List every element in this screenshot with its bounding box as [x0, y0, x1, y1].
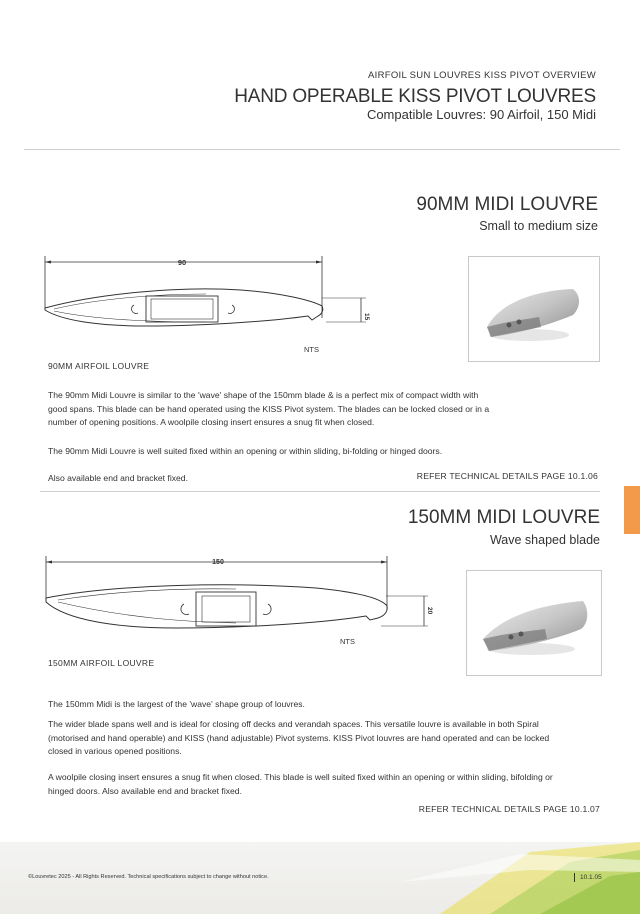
section2-para2-line2: (motorised and hand operable) and KISS (hand adjustable) Pivot systems. KISS Pivot louvres are hand operated and can be locked	[48, 732, 550, 743]
section2-title: 150MM MIDI LOUVRE	[407, 507, 600, 528]
section2-para2	[48, 718, 608, 759]
louvre-150-drawing	[36, 552, 436, 652]
section1-title: 90MM MIDI LOUVRE	[416, 194, 598, 215]
louvre-90-photo	[468, 256, 600, 362]
pivot-icon	[507, 323, 512, 328]
section2-para3-line1: A woolpile closing insert ensures a snug fit when closed. This blade is well suited fixed within an opening or within sliding, bifolding or	[48, 772, 553, 782]
pivot-icon	[509, 635, 514, 640]
section1-drawing-label: 90MM AIRFOIL LOUVRE	[48, 361, 150, 371]
page-subtitle: Compatible Louvres: 90 Airfoil, 150 Midi	[366, 107, 596, 122]
section1-para2: The 90mm Midi Louvre is well suited fixed within an opening or within sliding, bi-folding or hinged doors.	[48, 446, 443, 456]
section1-refer: REFER TECHNICAL DETAILS PAGE 10.1.06	[416, 471, 598, 481]
section1-para3: Also available end and bracket fixed.	[48, 473, 188, 483]
section2-refer: REFER TECHNICAL DETAILS PAGE 10.1.07	[418, 804, 600, 814]
section2-para2-line3: closed in various opened positions.	[48, 746, 182, 756]
section2-drawing-label: 150MM AIRFOIL LOUVRE	[48, 658, 155, 668]
louvre-150-photo	[466, 570, 602, 676]
dim-width-150: 150	[212, 559, 224, 566]
footer-page-divider	[574, 873, 575, 882]
footer-page-number: 10.1.05	[580, 874, 602, 881]
nts-150: NTS	[340, 637, 355, 646]
section2-para1: The 150mm Midi is the largest of the 'wave' shape group of louvres.	[48, 699, 305, 709]
page-title: HAND OPERABLE KISS PIVOT LOUVRES	[234, 86, 596, 107]
section1-para1	[48, 389, 608, 430]
dim-width-90: 90	[177, 258, 187, 267]
section2-para3	[48, 771, 608, 798]
section2-para2-line1: The wider blade spans well and is ideal for closing off decks and verandah spaces. This versatile louvre is available in both Spiral	[48, 719, 539, 729]
section-divider	[40, 491, 600, 492]
section2-subtitle: Wave shaped blade	[489, 533, 600, 547]
dim-height-90: 15	[363, 313, 370, 321]
orange-side-tab	[624, 486, 640, 534]
nts-90: NTS	[304, 345, 319, 354]
footer-copyright: ©Louvretec 2025 - All Rights Reserved. Technical specifications subject to change without notice.	[28, 874, 269, 880]
section1-para1-line1: The 90mm Midi Louvre is similar to the 'wave' shape of the 150mm blade & is a perfect mix of compact width with	[48, 390, 479, 400]
section2-para3-line2: hinged doors. Also available end and bracket fixed.	[48, 785, 242, 796]
header-divider	[24, 149, 620, 150]
header-overview: AIRFOIL SUN LOUVRES KISS PIVOT OVERVIEW	[368, 70, 596, 81]
section1-subtitle: Small to medium size	[479, 219, 598, 233]
section1-para1-line3: number of opening positions. A woolpile closing insert ensures a snug fit when closed.	[48, 417, 375, 427]
dim-height-150: 20	[426, 607, 433, 615]
louvre-90-drawing	[36, 250, 376, 360]
section1-para1-line2: good spans. This blade can be hand operated using the KISS Pivot system. The blades can be locked closed or in a	[48, 403, 490, 414]
blade-150-outline	[46, 585, 387, 628]
